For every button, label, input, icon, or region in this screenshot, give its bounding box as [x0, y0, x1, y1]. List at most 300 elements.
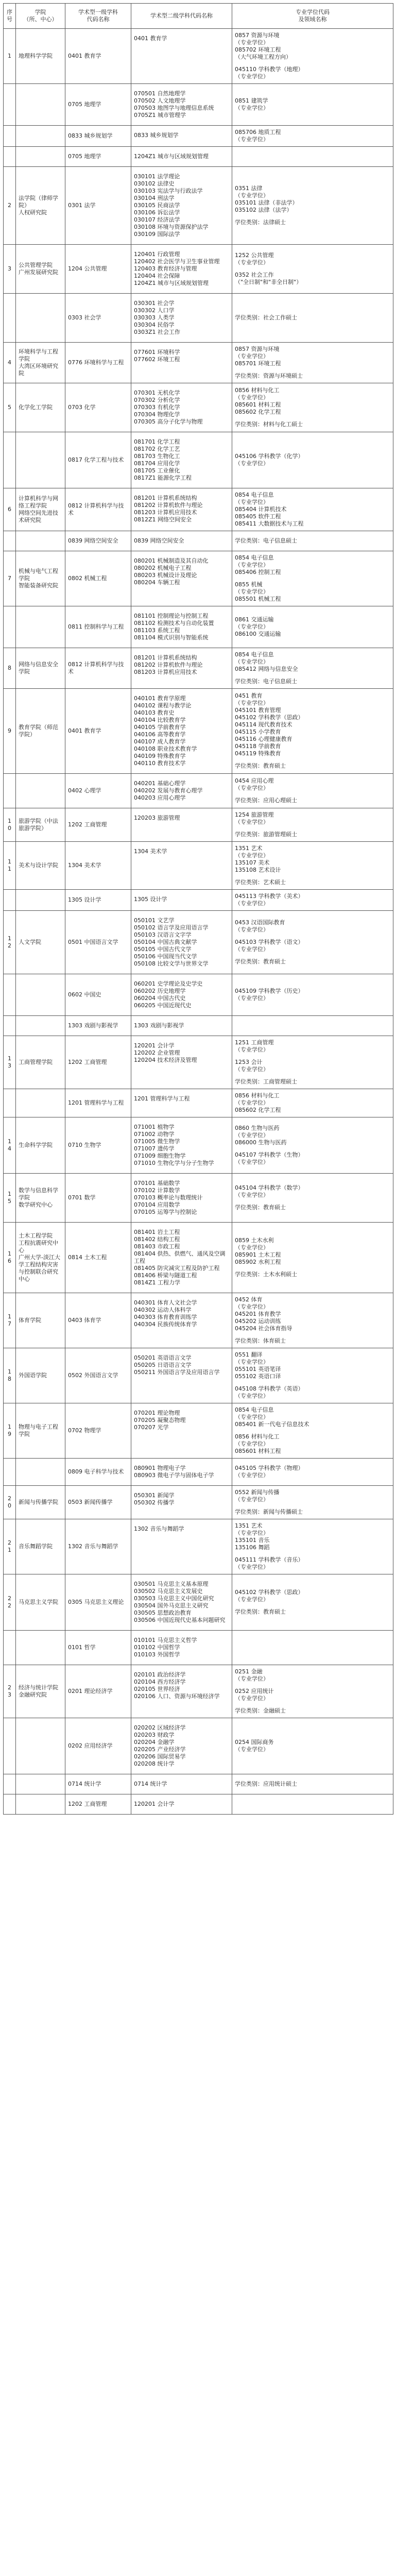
row-college: [16, 531, 65, 551]
row-seq: [4, 245, 16, 294]
row-second-discipline-line: 081203 计算机应用技术: [134, 509, 197, 516]
row-second-discipline: [131, 1117, 232, 1174]
row-second-discipline-line: 040108 职业技术教育学: [134, 745, 197, 752]
row-second-discipline-line: 081202 计算机软件与理论: [134, 662, 203, 668]
row-first-discipline-text: 0701 数学: [68, 1194, 96, 1201]
row-second-discipline-line: 1303 戏剧与影视学: [134, 1022, 184, 1029]
row-college-text: 外国语学院: [19, 1372, 47, 1379]
row-college: [16, 1774, 65, 1794]
row-second-discipline-line: 070205 凝聚态物理: [134, 1417, 186, 1423]
table-row: [4, 245, 393, 294]
row-first-discipline-text: 0402 心理学: [68, 787, 101, 794]
row-professional-degree-line: （专业学位）: [235, 1303, 269, 1310]
row-second-discipline-line: 030501 马克思主义基本原理: [134, 1581, 209, 1587]
row-second-discipline-line: 050103 汉语言文字学: [134, 931, 192, 938]
row-professional-degree-line: 学位类别：旅游管理硕士: [235, 831, 297, 838]
row-second-discipline-line: 070503 地图学与地理信息系统: [134, 105, 214, 111]
row-first-discipline-text: 0705 地理学: [68, 101, 101, 108]
row-seq: [4, 147, 16, 167]
row-first-discipline: [65, 808, 131, 842]
row-second-discipline: [131, 1348, 232, 1403]
row-college: [16, 1016, 65, 1036]
row-professional-degree-line: 045115 小学教育: [235, 728, 281, 735]
row-first-discipline-text: 1305 设计学: [68, 896, 101, 903]
row-professional-degree-line: 085902 水利工程: [235, 1259, 281, 1265]
row-professional-degree-line: （专业学位）: [235, 1192, 269, 1198]
row-first-discipline-text: 0812 计算机科学与技术: [68, 502, 124, 516]
row-first-discipline-text: 1304 美术学: [68, 862, 101, 869]
row-seq-text: 2: [8, 202, 11, 209]
row-first-discipline: [65, 1403, 131, 1459]
row-seq: [4, 294, 16, 343]
row-first-discipline-text: 0802 机械工程: [68, 575, 107, 582]
table-row: [4, 1117, 393, 1174]
row-professional-degree-line: [235, 874, 390, 879]
row-professional-degree: [232, 294, 393, 343]
row-second-discipline-line: 040203 应用心理学: [134, 794, 186, 801]
row-second-discipline-line: 120203 旅游管理: [134, 815, 180, 821]
row-first-discipline: [65, 383, 131, 432]
row-first-discipline-text: 0714 统计学: [68, 1781, 101, 1787]
row-professional-degree-line: 045103 学科教学（语文）: [235, 939, 304, 945]
row-professional-degree: [232, 890, 393, 911]
row-college-text: 工商管理学院: [19, 1059, 53, 1065]
row-professional-degree-line: 1351 艺术: [235, 1522, 263, 1529]
row-second-discipline-line: 030106 诉讼法学: [134, 209, 180, 216]
row-professional-degree-line: 085404 计算机技术: [235, 506, 287, 513]
row-first-discipline-text: 0602 中国史: [68, 991, 101, 998]
row-college: [16, 488, 65, 531]
row-first-discipline-text: 0776 环境科学与工程: [68, 359, 124, 366]
row-college-text: 网络与信息安全学院: [19, 661, 58, 675]
row-second-discipline-line: 080903 微电子学与固体电子学: [134, 1472, 214, 1479]
row-second-discipline-line: 1201 管理科学与工程: [134, 1095, 190, 1102]
row-professional-degree: [232, 1794, 393, 1815]
row-professional-degree: [232, 245, 393, 294]
row-professional-degree-line: （专业学位）: [235, 562, 269, 568]
row-college-text: 新闻与传播学院: [19, 1499, 58, 1505]
row-second-discipline-line: 080203 机械设计及理论: [134, 572, 197, 579]
row-professional-degree-line: 0857 资源与环境: [235, 32, 280, 39]
row-first-discipline-text: 0403 体育学: [68, 1317, 101, 1324]
row-college: [16, 1794, 65, 1815]
row-second-discipline: [131, 29, 232, 84]
row-second-discipline-line: 081701 化学工程: [134, 438, 180, 445]
row-seq: [4, 1089, 16, 1117]
table-row: [4, 808, 393, 842]
header-row: [4, 4, 393, 29]
row-second-discipline-line: 070207 光学: [134, 1424, 169, 1431]
row-college: [16, 551, 65, 606]
row-professional-degree: [232, 1403, 393, 1459]
row-seq: [4, 531, 16, 551]
table-row: [4, 551, 393, 606]
row-professional-degree-line: 045114 现代教育技术: [235, 721, 292, 728]
row-second-discipline: [131, 911, 232, 974]
row-professional-degree: [232, 531, 393, 551]
row-first-discipline-text: 0305 马克思主义理论: [68, 1599, 124, 1605]
row-professional-degree-line: 0454 应用心理: [235, 777, 274, 784]
row-professional-degree-line: （专业学位）: [235, 1496, 269, 1503]
row-first-discipline-text: 0201 理论经济学: [68, 1688, 113, 1694]
row-first-discipline: [65, 1459, 131, 1486]
row-professional-degree-line: 学位类别：法律硕士: [235, 219, 286, 226]
row-second-discipline-line: 080202 机械电子工程: [134, 565, 192, 571]
programs-table: [3, 3, 393, 1815]
row-seq: [4, 432, 16, 488]
row-first-discipline: [65, 648, 131, 689]
row-professional-degree-line: 0251 金融: [235, 1668, 263, 1675]
row-professional-degree-line: [235, 1146, 390, 1151]
row-second-discipline-line: 020204 金融学: [134, 1739, 175, 1745]
row-second-discipline: [131, 842, 232, 890]
row-professional-degree: [232, 1036, 393, 1089]
row-second-discipline-line: 050106 中国现当代文学: [134, 953, 197, 960]
row-college: [16, 1665, 65, 1718]
row-second-discipline: [131, 343, 232, 383]
row-professional-degree-line: 1252 公共管理: [235, 252, 274, 259]
row-professional-degree-line: （专业学位）: [235, 105, 269, 111]
table-row: [4, 167, 393, 245]
row-first-discipline-text: 1302 音乐与舞蹈学: [68, 1543, 118, 1550]
row-second-discipline-line: 120204 技术经济及管理: [134, 1057, 197, 1063]
row-second-discipline-line: 070305 高分子化学与物理: [134, 418, 203, 425]
row-professional-degree: [232, 126, 393, 147]
row-second-discipline-line: 071001 植物学: [134, 1124, 175, 1130]
row-second-discipline-line: 120402 社会医学与卫生事业管理: [134, 258, 220, 265]
row-second-discipline-line: 030504 国外马克思主义研究: [134, 1602, 209, 1609]
row-seq-text: 8: [8, 665, 11, 671]
row-college: [16, 1519, 65, 1574]
row-first-discipline-text: 0303 社会学: [68, 314, 101, 321]
row-second-discipline-line: 077601 环境科学: [134, 349, 180, 355]
row-second-discipline: [131, 1403, 232, 1459]
row-professional-degree-line: [235, 1380, 390, 1385]
row-college-text: 马克思主义学院: [19, 1599, 58, 1605]
row-second-discipline-line: 071002 动物学: [134, 1131, 175, 1138]
row-seq: [4, 689, 16, 774]
row-second-discipline-line: 071010 生物化学与分子生物学: [134, 1160, 214, 1166]
row-professional-degree-line: （专业学位）: [235, 1159, 269, 1165]
row-professional-degree-line: 学位类别：教育硕士: [235, 1608, 286, 1615]
row-second-discipline-line: 081103 系统工程: [134, 627, 180, 634]
row-second-discipline-line: 010102 中国哲学: [134, 1644, 180, 1651]
table-row: [4, 1459, 393, 1486]
row-professional-degree-line: 0861 交通运输: [235, 616, 274, 623]
row-first-discipline-text: 0202 应用经济学: [68, 1742, 113, 1749]
row-first-discipline-text: 0101 哲学: [68, 1644, 96, 1651]
row-second-discipline-line: 040304 民族传统体育学: [134, 1321, 197, 1328]
row-professional-degree-line: （专业学位）: [235, 1359, 269, 1365]
row-professional-degree-line: 045106 学科教学（化学）: [235, 453, 304, 460]
row-first-discipline: [65, 1794, 131, 1815]
row-professional-degree-line: （专业学位）: [235, 1099, 269, 1106]
row-professional-degree-line: （专业学位）: [235, 1530, 269, 1536]
row-second-discipline: [131, 1794, 232, 1815]
row-seq: [4, 1016, 16, 1036]
row-first-discipline-text: 0710 生物学: [68, 1142, 101, 1148]
row-professional-degree-line: [235, 1266, 390, 1271]
row-second-discipline-line: 0401 教育学: [134, 35, 167, 42]
row-second-discipline-line: 010101 马克思主义哲学: [134, 1637, 197, 1643]
table-row: [4, 1016, 393, 1036]
row-professional-degree-line: [235, 826, 390, 831]
row-first-discipline-text: 0817 化学工程与技术: [68, 456, 124, 463]
row-second-discipline-line: 120201 会计学: [134, 1801, 175, 1807]
row-first-discipline-text: 0401 教育学: [68, 53, 101, 59]
row-professional-degree-line: 学位类别：电子信息硕士: [235, 537, 297, 544]
row-seq: [4, 974, 16, 1016]
row-professional-degree: [232, 606, 393, 648]
row-second-discipline-line: 070104 应用数学: [134, 1201, 180, 1208]
row-second-discipline-line: 020101 政治经济学: [134, 1671, 186, 1678]
row-first-discipline: [65, 774, 131, 808]
row-professional-degree: [232, 974, 393, 1016]
row-college: [16, 974, 65, 1016]
row-second-discipline-line: 050205 日语语言文学: [134, 1362, 192, 1368]
row-professional-degree-line: 085406 控制工程: [235, 569, 281, 575]
row-professional-degree-line: [235, 792, 390, 797]
row-second-discipline-line: 1305 设计学: [134, 896, 167, 903]
row-professional-degree: [232, 1718, 393, 1774]
row-second-discipline: [131, 294, 232, 343]
row-college: [16, 1574, 65, 1631]
row-second-discipline-line: 030104 刑法学: [134, 195, 175, 201]
row-second-discipline: [131, 126, 232, 147]
row-professional-degree-line: 学位类别：艺术硕士: [235, 879, 286, 886]
row-professional-degree-line: （专业学位）: [235, 1440, 269, 1447]
row-second-discipline-line: 0839 网络空间安全: [134, 537, 184, 544]
row-college: [16, 1348, 65, 1403]
row-college: [16, 126, 65, 147]
row-professional-degree-line: （专业学位）: [235, 926, 269, 933]
header-professional-degree: 专业学位代码 及领域名称: [232, 4, 393, 29]
row-seq-text: 9: [8, 727, 11, 734]
row-second-discipline-line: 050302 传播学: [134, 1499, 175, 1506]
table-row: [4, 890, 393, 911]
row-professional-degree: [232, 551, 393, 606]
table-row: [4, 126, 393, 147]
row-second-discipline-line: 060204 中国古代史: [134, 995, 186, 1002]
row-second-discipline: [131, 147, 232, 167]
row-second-discipline-line: 081201 计算机系统结构: [134, 495, 197, 501]
row-professional-degree-line: 085401 新一代电子信息技术: [235, 1421, 309, 1428]
row-college: [16, 890, 65, 911]
row-second-discipline: [131, 84, 232, 126]
row-second-discipline-line: 030505 思想政治教育: [134, 1609, 192, 1616]
row-college: [16, 294, 65, 343]
row-seq-text: 17: [8, 1313, 11, 1327]
row-second-discipline-line: 081101 控制理论与控制工程: [134, 613, 209, 619]
row-second-discipline-line: 020208 统计学: [134, 1760, 175, 1767]
row-first-discipline-text: 0839 网络空间安全: [68, 537, 118, 544]
row-second-discipline-line: 120202 企业管理: [134, 1049, 180, 1056]
row-first-discipline: [65, 1519, 131, 1574]
row-professional-degree-line: 1254 旅游管理: [235, 811, 274, 818]
table-row: [4, 1403, 393, 1459]
row-first-discipline-text: 0705 地理学: [68, 153, 101, 160]
row-first-discipline: [65, 1718, 131, 1774]
row-professional-degree: [232, 1486, 393, 1519]
row-second-discipline-line: 030502 马克思主义发展史: [134, 1588, 203, 1595]
row-seq-text: 1: [8, 53, 11, 59]
row-college: [16, 1459, 65, 1486]
row-college-text: 教育学院（师范学院）: [19, 724, 58, 738]
row-seq: [4, 29, 16, 84]
row-college: [16, 84, 65, 126]
row-professional-degree-line: 学位类别：工商管理硕士: [235, 1078, 297, 1085]
row-professional-degree-line: 045201 体育教学: [235, 1311, 281, 1317]
row-seq: [4, 1174, 16, 1223]
row-seq-text: 20: [8, 1495, 11, 1509]
row-second-discipline: [131, 488, 232, 531]
row-first-discipline: [65, 1665, 131, 1718]
row-first-discipline-text: 1303 戏剧与影视学: [68, 1022, 118, 1029]
row-first-discipline-text: 0502 外国语言文学: [68, 1372, 118, 1379]
row-second-discipline-line: 081402 结构工程: [134, 1236, 180, 1243]
row-second-discipline-line: 081104 模式识别与智能系统: [134, 634, 209, 641]
row-second-discipline-line: 120401 行政管理: [134, 251, 180, 258]
row-professional-degree-line: （专业学位）: [235, 1244, 269, 1251]
row-professional-degree-line: 0351 法律: [235, 185, 263, 192]
row-seq-text: 22: [8, 1595, 11, 1609]
row-second-discipline: [131, 1223, 232, 1293]
row-second-discipline: [131, 774, 232, 808]
row-second-discipline-line: 081102 检测技术与自动化装置: [134, 620, 214, 626]
row-professional-degree-line: 学位类别：材料与化工硕士: [235, 421, 303, 428]
table-row: [4, 294, 393, 343]
table-row: [4, 1293, 393, 1348]
row-professional-degree: [232, 689, 393, 774]
row-second-discipline-line: 020104 西方经济学: [134, 1679, 186, 1685]
row-second-discipline-line: 040103 教育史: [134, 709, 175, 716]
row-college: [16, 1117, 65, 1174]
row-professional-degree-line: （专业学位）: [235, 1414, 269, 1420]
row-second-discipline: [131, 167, 232, 245]
row-first-discipline-text: 1202 工商管理: [68, 1059, 107, 1065]
header-seq: 序号: [4, 4, 16, 29]
row-professional-degree-line: 045102 学科教学（思政）: [235, 1589, 304, 1596]
row-seq-text: 7: [8, 575, 11, 582]
row-second-discipline: [131, 1293, 232, 1348]
row-professional-degree: [232, 1774, 393, 1794]
row-professional-degree-line: 086100 交通运输: [235, 631, 281, 637]
row-second-discipline-line: 120201 会计学: [134, 1042, 175, 1049]
row-first-discipline: [65, 1089, 131, 1117]
row-professional-degree-line: [235, 953, 390, 958]
row-professional-degree-line: 085701 环境工程: [235, 360, 281, 367]
row-second-discipline-line: 050301 新闻学: [134, 1492, 175, 1499]
row-second-discipline-line: 030302 人口学: [134, 307, 175, 314]
row-seq: [4, 1519, 16, 1574]
row-college-text: 土木工程学院 工程抗震研究中心 广州大学-淡江大学工程结构灾害与控制联合研究中心: [19, 1232, 60, 1282]
row-professional-degree-line: 0855 机械: [235, 581, 263, 588]
row-second-discipline-line: 077602 环境工程: [134, 356, 180, 363]
row-second-discipline-line: 0714 统计学: [134, 1781, 167, 1787]
row-second-discipline: [131, 432, 232, 488]
row-professional-degree-line: 135101 音乐: [235, 1537, 270, 1544]
row-seq: [4, 808, 16, 842]
row-second-discipline: [131, 1574, 232, 1631]
row-first-discipline-text: 0501 中国语言文学: [68, 939, 118, 945]
row-college: [16, 1486, 65, 1519]
row-professional-degree-line: （大气环境工程方向）: [235, 54, 291, 60]
row-professional-degree: [232, 1293, 393, 1348]
row-second-discipline-line: 040106 高等教育学: [134, 731, 186, 738]
row-second-discipline-line: 040303 体育教育训练学: [134, 1314, 197, 1320]
row-college: [16, 1174, 65, 1223]
row-professional-degree-line: [235, 266, 390, 272]
row-second-discipline-line: 070105 运筹学与控制论: [134, 1209, 197, 1215]
row-professional-degree: [232, 29, 393, 84]
row-college: [16, 808, 65, 842]
row-seq: [4, 1293, 16, 1348]
row-professional-degree-line: 0856 材料与化工: [235, 387, 280, 394]
row-first-discipline: [65, 911, 131, 974]
row-first-discipline: [65, 432, 131, 488]
row-seq: [4, 1631, 16, 1665]
row-second-discipline-line: 081405 防灾减灾工程及防护工程: [134, 1265, 220, 1272]
row-second-discipline-line: 040301 体育人文社会学: [134, 1299, 197, 1306]
row-second-discipline: [131, 1665, 232, 1718]
row-professional-degree-line: 0254 国际商务: [235, 1739, 274, 1745]
table-row: [4, 1631, 393, 1665]
row-professional-degree: [232, 1089, 393, 1117]
row-seq-text: 15: [8, 1191, 11, 1205]
row-seq: [4, 1403, 16, 1459]
row-second-discipline-line: 080201 机械制造及其自动化: [134, 557, 209, 564]
row-second-discipline-line: 0833 城乡规划学: [134, 132, 179, 139]
row-first-discipline: [65, 531, 131, 551]
row-first-discipline: [65, 126, 131, 147]
row-seq-text: 12: [8, 935, 11, 949]
row-professional-degree-line: 学位类别：教育硕士: [235, 1204, 286, 1211]
row-second-discipline-line: 080901 物理电子学: [134, 1465, 186, 1471]
row-second-discipline: [131, 1459, 232, 1486]
row-first-discipline: [65, 551, 131, 606]
row-professional-degree-line: 0854 电子信息: [235, 1406, 274, 1413]
row-professional-degree-line: [235, 1683, 390, 1688]
row-seq: [4, 890, 16, 911]
row-professional-degree-line: 学位类别：资源与环境硕士: [235, 372, 303, 379]
row-seq-text: 11: [8, 858, 11, 872]
row-professional-degree-line: 135108 艺术设计: [235, 867, 281, 873]
row-professional-degree-line: 045101 教育管理: [235, 707, 281, 714]
row-professional-degree-line: 0854 电子信息: [235, 554, 274, 561]
row-professional-degree-line: 045119 特殊教育: [235, 750, 281, 757]
row-second-discipline: [131, 1036, 232, 1089]
row-professional-degree-line: 0451 教育: [235, 692, 263, 699]
row-professional-degree-line: 035102 法律（法学）: [235, 207, 292, 213]
row-second-discipline-line: 081702 化学工艺: [134, 446, 180, 452]
row-professional-degree-line: （专业学位）: [235, 946, 269, 953]
row-second-discipline-line: 040101 教育学原理: [134, 695, 186, 702]
row-first-discipline: [65, 890, 131, 911]
row-first-discipline: [65, 842, 131, 890]
row-seq-text: 21: [8, 1539, 11, 1553]
row-professional-degree-line: 0552 新闻与传播: [235, 1489, 280, 1496]
row-first-discipline-text: 0833 城乡规划学: [68, 132, 113, 139]
row-professional-degree-line: 086000 生物与医药: [235, 1139, 287, 1146]
row-seq: [4, 1665, 16, 1718]
row-second-discipline-line: 081202 计算机软件与理论: [134, 502, 203, 509]
row-second-discipline-line: 070501 自然地理学: [134, 90, 186, 97]
row-professional-degree-line: [235, 757, 390, 762]
row-second-discipline-line: 081401 岩土工程: [134, 1229, 180, 1235]
row-second-discipline-line: 030301 社会学: [134, 300, 175, 307]
row-seq-text: 3: [8, 265, 11, 272]
row-professional-degree-line: 0856 材料与化工: [235, 1092, 280, 1099]
